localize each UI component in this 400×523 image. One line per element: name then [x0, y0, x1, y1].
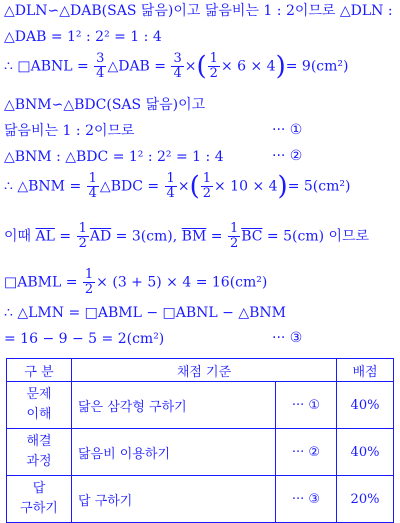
segment-ad: $\overline{AD}$ [89, 228, 112, 245]
paren-open: ( [189, 171, 200, 202]
solution-line-8 [4, 222, 369, 251]
numerator: 3 [173, 51, 182, 66]
step-mark-2: ··· ② [272, 148, 303, 164]
category-line: 과정 [26, 454, 52, 469]
category-cell [7, 476, 72, 523]
numerator: 3 [96, 51, 105, 66]
segment-bm: $\overline{BM}$ [181, 228, 207, 245]
paren-close: ) [275, 51, 286, 82]
denominator: 2 [202, 186, 211, 201]
solution-line-9 [4, 268, 267, 297]
solution-line-1: △DLN∽△DAB(SAS 닮음)이고 닮음비는 1 : 2이므로 △DLN : [4, 3, 393, 19]
header-score: 배점 [337, 359, 394, 382]
segment-bc: $\overline{BC}$ [241, 228, 263, 245]
fraction [228, 222, 240, 251]
step-mark-1: ··· ① [272, 122, 303, 138]
category-cell [7, 429, 72, 476]
denominator: 2 [229, 236, 239, 251]
fraction [77, 222, 89, 251]
text: × (3 + 5) × 4 = 16(cm²) [96, 274, 268, 291]
header-criterion: 채점 기준 [72, 359, 337, 382]
criterion-cell: 닮음비 이용하기 [72, 429, 276, 476]
fraction [208, 52, 220, 81]
paren-close: ) [277, 171, 288, 202]
text: = 9(cm²) [285, 58, 349, 75]
category-line: 구하기 [20, 501, 58, 516]
text: = 5(cm) 이므로 [262, 228, 370, 245]
text: × [177, 178, 190, 195]
denominator: 2 [209, 66, 218, 81]
text: = [54, 228, 76, 245]
table-row [7, 382, 394, 429]
category-line: 해결 [26, 434, 52, 449]
category-line: 답 [32, 481, 46, 496]
numerator: 1 [202, 171, 211, 186]
text: ∴ △BNM = [4, 178, 86, 195]
segment-al: $\overline{AL}$ [35, 228, 55, 245]
fraction [201, 172, 213, 201]
fraction [165, 172, 177, 201]
text: △DAB = [107, 58, 171, 75]
criterion-cell: 닮은 삼각형 구하기 [72, 382, 276, 429]
criterion-cell: 답 구하기 [72, 476, 276, 523]
scoring-rubric-table [6, 358, 394, 523]
solution-line-7 [4, 172, 350, 201]
numerator: 1 [229, 221, 239, 236]
table-header-row [7, 359, 394, 382]
header-category: 구 분 [7, 359, 72, 382]
text: = 5(cm²) [287, 178, 351, 195]
solution-line-5: 닮음비는 1 : 2이므로 [4, 123, 135, 139]
text: × [184, 58, 197, 75]
table-row [7, 429, 394, 476]
denominator: 2 [84, 282, 94, 297]
category-line: 문제 [26, 387, 52, 402]
paren-open: ( [196, 51, 207, 82]
mark-cell: ··· ③ [276, 476, 337, 523]
score-cell: 20% [337, 476, 394, 523]
solution-line-3 [4, 52, 348, 81]
numerator: 1 [78, 221, 87, 236]
solution-line-4: △BNM∽△BDC(SAS 닮음)이고 [4, 97, 206, 113]
denominator: 4 [88, 186, 97, 201]
table-row [7, 476, 394, 523]
fraction [83, 268, 95, 297]
fraction [94, 52, 106, 81]
solution-line-10: ∴ △LMN = □ABML − □ABNL − △BNM [4, 305, 286, 321]
numerator: 1 [88, 171, 97, 186]
step-mark-3: ··· ③ [272, 330, 303, 346]
denominator: 4 [166, 186, 175, 201]
solution-line-2: △DAB = 1² : 2² = 1 : 4 [4, 29, 162, 45]
denominator: 2 [78, 236, 87, 251]
text: = 3(cm), [111, 228, 182, 245]
score-cell: 40% [337, 382, 394, 429]
numerator: 1 [84, 267, 94, 282]
text: × 6 × 4 [220, 58, 276, 75]
category-line: 이해 [26, 407, 52, 422]
fraction [87, 172, 99, 201]
solution-line-11: = 16 − 9 − 5 = 2(cm²) [4, 331, 165, 347]
denominator: 4 [173, 66, 182, 81]
text: × 10 × 4 [214, 178, 278, 195]
numerator: 1 [209, 51, 218, 66]
category-cell [7, 382, 72, 429]
text: = [206, 228, 227, 245]
text: □ABML = [4, 274, 82, 291]
text: △BDC = [99, 178, 164, 195]
score-cell: 40% [337, 429, 394, 476]
text: ∴ □ABNL = [4, 58, 94, 75]
fraction [171, 52, 183, 81]
mark-cell: ··· ① [276, 382, 337, 429]
mark-cell: ··· ② [276, 429, 337, 476]
denominator: 4 [96, 66, 105, 81]
solution-line-6: △BNM : △BDC = 1² : 2² = 1 : 4 [4, 149, 224, 165]
text: 이때 [4, 228, 36, 245]
numerator: 1 [166, 171, 175, 186]
